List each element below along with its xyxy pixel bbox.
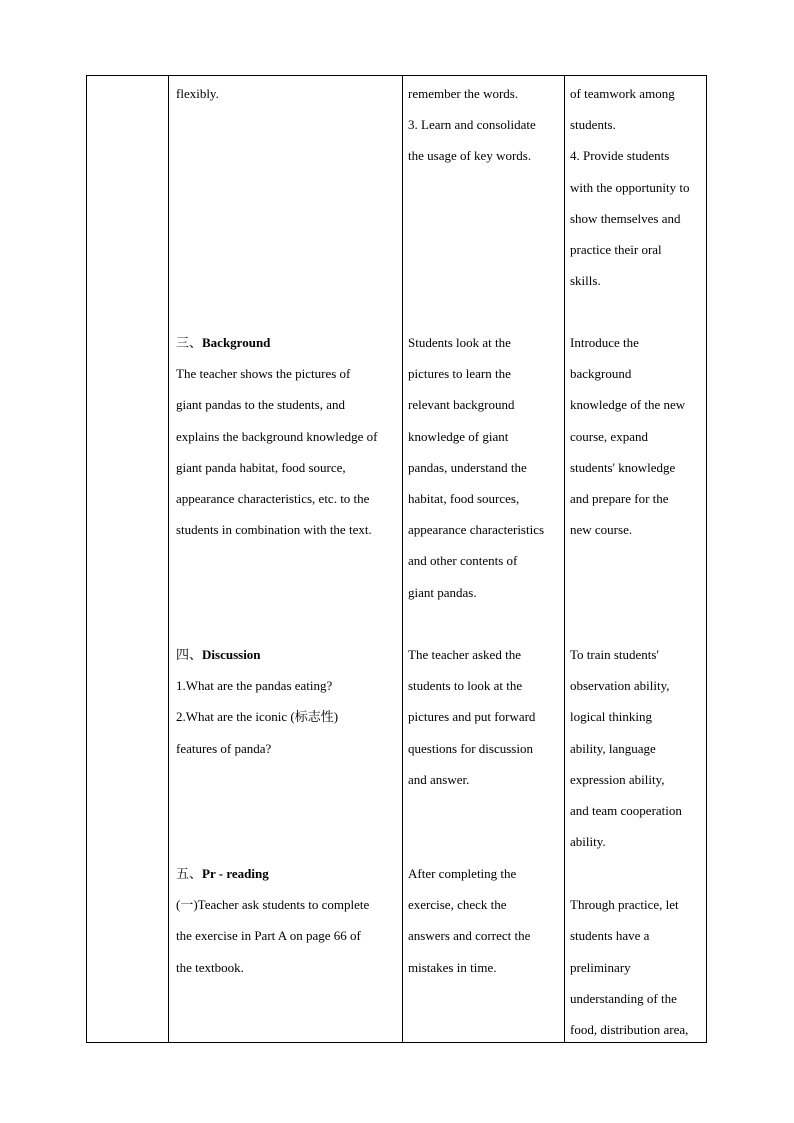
discussion-activity [176, 639, 398, 764]
text-line: 4. Provide students [570, 148, 670, 164]
text-line: 3. Learn and consolidate [408, 117, 536, 133]
text-line: answers and correct the [408, 928, 531, 944]
text-line: of teamwork among [570, 86, 675, 101]
background-student [408, 327, 560, 608]
text-line: with the opportunity to [570, 179, 690, 195]
text-line: giant pandas. [408, 584, 477, 600]
text-line: expression ability, [570, 771, 665, 787]
continued-purpose [570, 78, 705, 296]
section-title: Background [202, 335, 271, 350]
text-line: the exercise in Part A on page 66 of [176, 928, 361, 944]
section-title: Pr - reading [202, 866, 269, 881]
text-line: and team cooperation [570, 803, 682, 819]
text-line: 1.What are the pandas eating? [176, 678, 333, 694]
discussion-purpose [570, 639, 705, 857]
text-line: and answer. [408, 771, 470, 787]
text-line: mistakes in time. [408, 959, 497, 975]
continued-activity [176, 78, 398, 109]
text-line: preliminary [570, 959, 631, 975]
text-line: pictures to learn the [408, 366, 511, 382]
section-heading [176, 639, 398, 670]
text-line: the textbook. [176, 959, 244, 975]
text-line: giant panda habitat, food source, [176, 459, 346, 475]
prereading-purpose [570, 858, 705, 1045]
background-activity [176, 327, 398, 545]
text-line: understanding of the [570, 990, 677, 1006]
text-line: students. [570, 117, 616, 133]
text-line: giant pandas to the students, and [176, 397, 345, 413]
prereading-activity [176, 858, 398, 983]
text-line: logical thinking [570, 709, 652, 725]
prereading-student [408, 858, 560, 983]
text-line: course, expand [570, 428, 648, 444]
text-line: background [570, 366, 632, 382]
section-number: 五、 [176, 866, 203, 881]
text-line: (一)Teacher ask students to complete [176, 897, 370, 913]
text-line: The teacher asked the [408, 647, 521, 662]
section-number: 三、 [176, 335, 203, 350]
lesson-plan-table [86, 75, 707, 1043]
discussion-student [408, 639, 560, 795]
text-line: appearance characteristics [408, 522, 545, 538]
text-line: Through practice, let [570, 897, 679, 913]
section-number: 四、 [176, 647, 203, 662]
text-line: To train students' [570, 647, 659, 662]
text-line: students in combination with the text. [176, 522, 372, 538]
text-line: and prepare for the [570, 491, 669, 507]
section-heading [176, 858, 398, 889]
text-line: ability. [570, 834, 606, 850]
text-line: habitat, food sources, [408, 491, 520, 507]
text-line: explains the background knowledge of [176, 428, 378, 444]
continued-student [408, 78, 560, 172]
column-divider [402, 76, 403, 1042]
text-line: new course. [570, 522, 633, 538]
text-line: remember the words. [408, 86, 519, 101]
section-title: Discussion [202, 647, 261, 662]
text-line: ability, language [570, 740, 656, 756]
text-line: relevant background [408, 397, 515, 413]
column-divider [564, 76, 565, 1042]
text-line: 2.What are the iconic (标志性) [176, 709, 339, 725]
text-line: Introduce the [570, 335, 639, 350]
text-line: pictures and put forward [408, 709, 536, 725]
text-line: pandas, understand the [408, 459, 527, 475]
text-line: food, distribution area, [570, 1022, 689, 1038]
text-line: appearance characteristics, etc. to the [176, 491, 370, 507]
text-line: The teacher shows the pictures of [176, 366, 351, 382]
text-line: students have a [570, 928, 650, 944]
text-line: students' knowledge [570, 459, 676, 475]
text-line: questions for discussion [408, 740, 533, 756]
section-heading [176, 327, 398, 358]
text-line: skills. [570, 273, 601, 289]
text-line: and other contents of [408, 553, 518, 569]
text-line: observation ability, [570, 678, 670, 694]
text-line: practice their oral [570, 242, 662, 258]
text-line: exercise, check the [408, 897, 507, 913]
text-line: show themselves and [570, 210, 681, 226]
text-line: the usage of key words. [408, 148, 532, 164]
text-line: features of panda? [176, 740, 272, 756]
text-line: knowledge of the new [570, 397, 686, 413]
text-line: knowledge of giant [408, 428, 509, 444]
text-line: After completing the [408, 866, 517, 881]
text-line: students to look at the [408, 678, 523, 694]
text-line: flexibly. [176, 86, 219, 101]
column-divider [168, 76, 169, 1042]
text-line [570, 858, 705, 889]
background-purpose [570, 327, 705, 545]
text-line: Students look at the [408, 335, 511, 350]
